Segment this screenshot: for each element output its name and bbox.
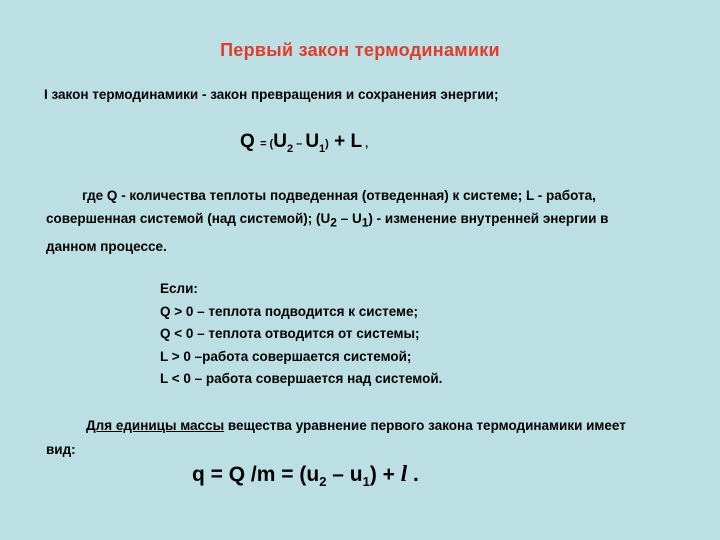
- unit-mass-underlined: Для единицы массы: [86, 418, 225, 433]
- formula2-end: .: [407, 463, 419, 486]
- conditions-header: Если:: [160, 281, 198, 296]
- formula-comma: ,: [362, 138, 369, 150]
- formula2-part2: – u: [326, 463, 363, 486]
- formula-u1-sub: 1: [319, 142, 326, 155]
- definition-line-2-b: – U: [336, 211, 362, 226]
- definition-line-1: где Q - количества теплоты подведенная (отведенная) к системе; L - работа,: [82, 188, 596, 203]
- page-title-text: Первый закон термодинамики: [220, 40, 500, 60]
- formula-minus: –: [293, 138, 306, 150]
- condition-item: L < 0 – работа совершается над системой.: [160, 371, 443, 386]
- definition-sub-1: 1: [361, 215, 369, 230]
- unit-mass-rest: вещества уравнение первого закона термодинамики имеет: [224, 418, 626, 433]
- formula-eq: = (: [260, 138, 274, 150]
- condition-item: Q < 0 – теплота отводится от системы;: [160, 326, 420, 341]
- unit-mass-paragraph: [46, 414, 626, 462]
- formula-plus-l: + L: [328, 131, 363, 152]
- formula-u1: U: [305, 131, 320, 152]
- definition-line-3: данном процессе.: [46, 238, 167, 254]
- formula2-l: l: [400, 461, 408, 486]
- definition-sub-2: 2: [330, 215, 337, 230]
- formula-close: ): [325, 138, 329, 150]
- formula2-part3: ) +: [369, 463, 401, 486]
- definition-line-2-c: ) - изменение внутренней энергии в: [368, 211, 609, 226]
- formula-u2-sub: 2: [286, 142, 294, 155]
- unit-mass-line-2: вид:: [46, 442, 76, 457]
- formula-q: Q: [240, 131, 255, 152]
- conditions-list: [160, 278, 442, 391]
- page-title: [0, 40, 720, 61]
- definition-line-2: [46, 207, 608, 235]
- first-law-formula: [240, 131, 368, 155]
- unit-mass-line-1: [46, 414, 626, 438]
- condition-item: L > 0 –работа совершается системой;: [160, 348, 412, 364]
- specific-first-law-formula: [192, 461, 419, 489]
- formula2-part1: q = Q /m = (u: [192, 463, 320, 486]
- definition-paragraph: [46, 184, 608, 258]
- formula2-sub-1: 1: [362, 474, 370, 490]
- formula-u2: U: [273, 131, 287, 152]
- definition-line-2-a: совершенная системой (над системой); (U: [46, 211, 331, 226]
- formula2-sub-2: 2: [319, 474, 327, 490]
- condition-item: Q > 0 – теплота подводится к системе;: [160, 303, 419, 319]
- law-statement: I закон термодинамики - закон превращения и сохранения энергии;: [44, 87, 499, 102]
